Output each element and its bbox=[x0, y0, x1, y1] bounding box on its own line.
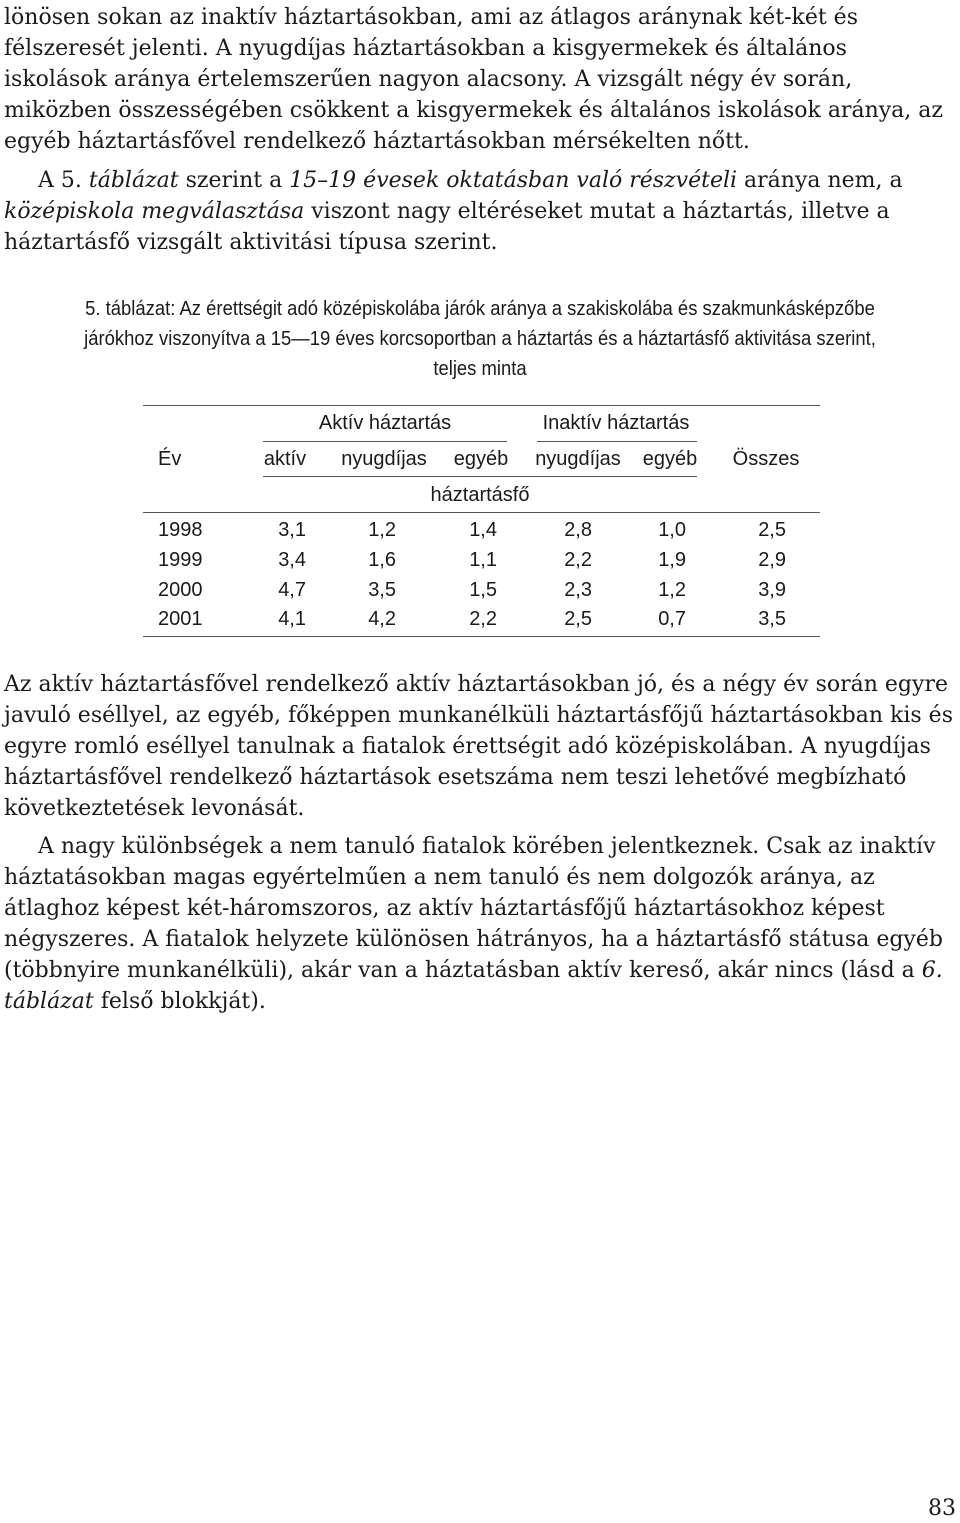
table-cell: 2,9 bbox=[758, 549, 786, 571]
column-header: nyugdíjas bbox=[341, 448, 427, 470]
table-cell: 2,8 bbox=[564, 519, 592, 541]
inactive-group-rule bbox=[537, 441, 697, 442]
table-cell: 4,7 bbox=[278, 579, 306, 601]
table-caption bbox=[48, 294, 912, 384]
table-cell: 4,1 bbox=[278, 608, 306, 630]
header-bottom-rule bbox=[143, 512, 820, 513]
closing-paragraph: A nagy különbségek a nem tanuló fiatalok körében jelentkeznek. Csak az inaktív háztatásokban magas egyértelműen a nem tanuló és nem dolgozók aránya, az átlaghoz képest két-háromszoros, az aktív háztartásfőjű háztartásokhoz képest négyszeres. A fiatalok helyzete különösen hátrányos, ha a háztartásfő státusa egyéb (többnyire munkanélküli), akár van a háztatásban aktív kereső, akár nincs (lásd a 6. táblázat felső blokkját). bbox=[4, 834, 943, 1014]
caption-line: járókhoz viszonyítva a 15—19 éves korcsoportban a háztartás és a háztartásfő aktivitása szerint, bbox=[84, 327, 876, 350]
table-cell: 1,1 bbox=[469, 549, 497, 571]
column-header: nyugdíjas bbox=[535, 448, 621, 470]
caption-line: 5. táblázat: Az érettségit adó középiskolába járók aránya a szakiskolába és szakmunkásképzőbe bbox=[85, 297, 875, 320]
caption-line: teljes minta bbox=[433, 357, 527, 380]
column-header: egyéb bbox=[642, 448, 698, 470]
table-cell: 0,7 bbox=[658, 608, 686, 630]
table-cell: 1,2 bbox=[368, 519, 396, 541]
table-cell: 1,0 bbox=[658, 519, 686, 541]
table-cell: 4,2 bbox=[368, 608, 396, 630]
table-cell: 1,4 bbox=[469, 519, 497, 541]
intro-paragraph: lönösen sokan az inaktív háztartásokban, ami az átlagos aránynak két-két és félszeresét jelenti. A nyugdíjas háztartásokban a kisgyermekek és általános iskolások aránya értelemszerűen nagyon alacsony. A vizsgált négy év során, miközben összességében csökkent a kisgyermekek és általános iskolások aránya, az egyéb háztartásfővel rendelkező háztartásokban mérsékelten nőtt. bbox=[4, 5, 943, 154]
table-row-year: 2000 bbox=[158, 579, 203, 601]
table-cell: 1,2 bbox=[658, 579, 686, 601]
table-bottom-rule bbox=[143, 636, 820, 637]
table-cell: 1,6 bbox=[368, 549, 396, 571]
table-cell: 2,5 bbox=[564, 608, 592, 630]
table-row-year: 1998 bbox=[158, 519, 203, 541]
table-cell: 3,5 bbox=[368, 579, 396, 601]
table-cell: 3,5 bbox=[758, 608, 786, 630]
column-header-total: Összes bbox=[732, 448, 800, 470]
table-cell: 3,1 bbox=[278, 519, 306, 541]
column-header: egyéb bbox=[453, 448, 509, 470]
table-reference-paragraph: A 5. táblázat szerint a 15–19 évesek oktatásban való részvételi aránya nem, a középiskola megválasztása viszont nagy eltéréseket mutat a háztartás, illetve a háztartásfő vizsgált aktivitási típusa szerint. bbox=[4, 168, 903, 255]
page-number: 83 bbox=[928, 1496, 956, 1521]
column-header: aktív bbox=[263, 448, 307, 470]
table-cell: 3,9 bbox=[758, 579, 786, 601]
table-row-year: 2001 bbox=[158, 608, 203, 630]
columns-rule bbox=[263, 476, 697, 477]
table-cell: 3,4 bbox=[278, 549, 306, 571]
table-cell: 2,5 bbox=[758, 519, 786, 541]
sub-header: háztartásfő bbox=[430, 484, 530, 506]
table-cell: 1,9 bbox=[658, 549, 686, 571]
table-cell: 1,5 bbox=[469, 579, 497, 601]
table-row-year: 1999 bbox=[158, 549, 203, 571]
table-cell: 2,2 bbox=[469, 608, 497, 630]
group-header-inactive: Inaktív háztartás bbox=[542, 412, 690, 434]
table-cell: 2,3 bbox=[564, 579, 592, 601]
column-header-year: Év bbox=[158, 448, 182, 470]
active-group-rule bbox=[263, 441, 507, 442]
table-top-rule bbox=[143, 405, 820, 406]
table-cell: 2,2 bbox=[564, 549, 592, 571]
body-paragraph: Az aktív háztartásfővel rendelkező aktív háztartásokban jó, és a négy év során egyre javuló eséllyel, az egyéb, főképpen munkanélküli háztartásfőjű háztartásokban kis és egyre romló eséllyel tanulnak a fiatalok érettségit adó középiskolában. A nyugdíjas háztartásfővel rendelkező háztartások esetszáma nem teszi lehetővé megbízható következtetések levonását. bbox=[4, 672, 953, 821]
group-header-active: Aktív háztartás bbox=[318, 412, 452, 434]
